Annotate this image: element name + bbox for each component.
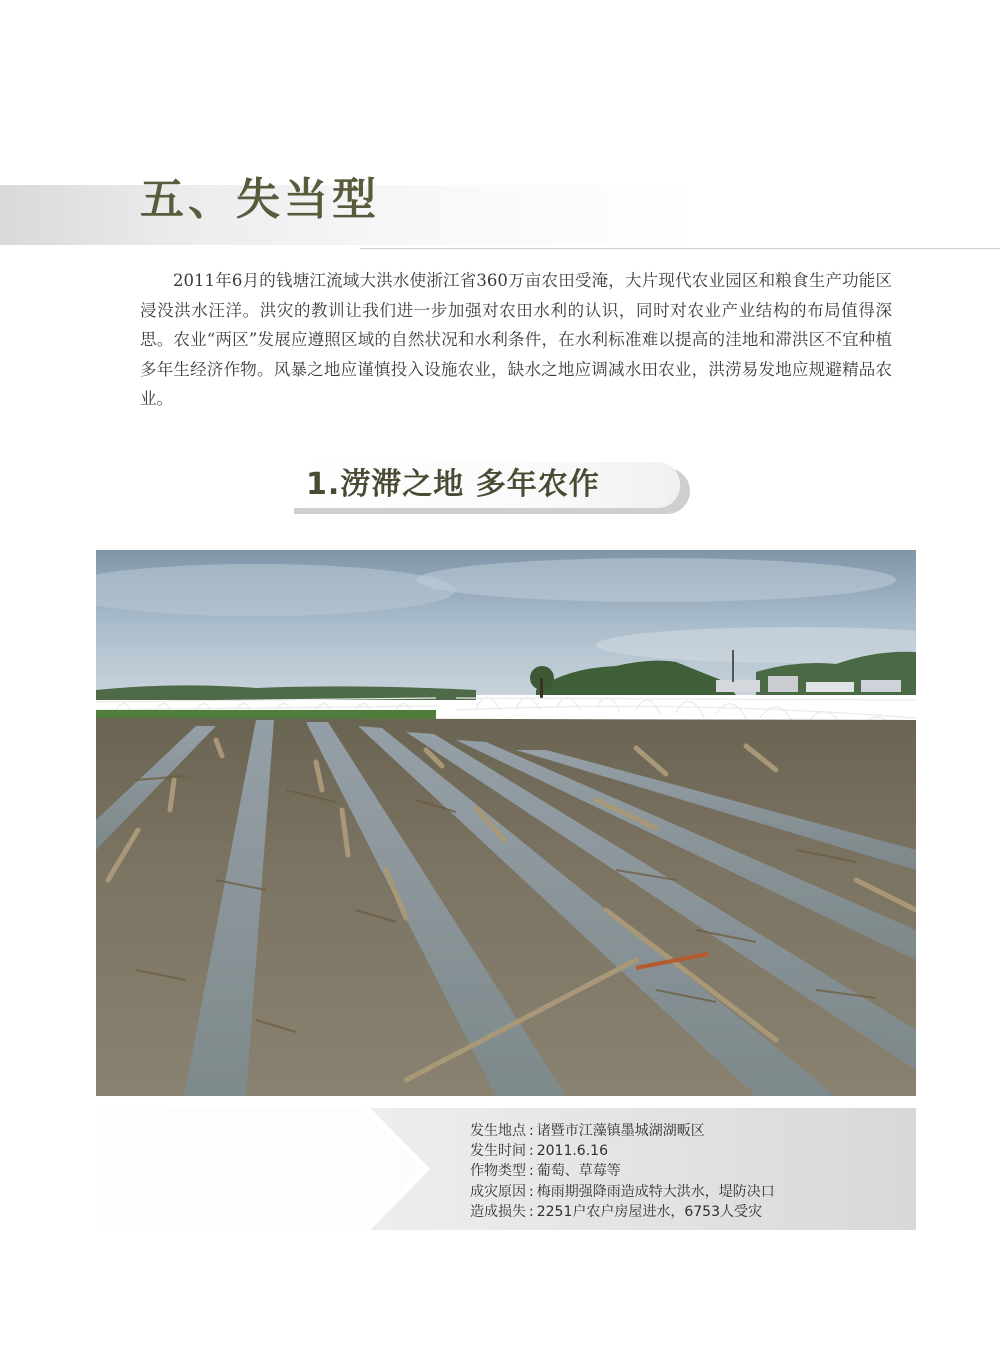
case-row-label: 发生时间 [470,1143,526,1160]
case-row-value: 2011.6.16 [536,1143,608,1160]
case-row-value: 梅雨期强降雨造成特大洪水，堤防决口 [536,1183,775,1200]
case-row-value: 2251户农户房屋进水，6753人受灾 [536,1203,762,1220]
case-row-separator: : [529,1163,534,1180]
case-row-value: 葡萄、草莓等 [536,1163,621,1180]
flood-photo [96,550,916,1096]
intro-paragraph: 2011年6月的钱塘江流域大洪水使浙江省360万亩农田受淹，大片现代农业园区和粮食生产功能区浸没洪水汪洋。洪灾的教训让我们进一步加强对农田水利的认识，同时对农业产业结构的布局值得深思。农业“两区”发展应遵照区域的自然状况和水利条件，在水利标准难以提高的洼地和滞洪区不宜种植多年生经济作物。风暴之地应谨慎投入设施农业，缺水之地应调减水田农业，洪涝易发地应规避精品农业。 [140,271,892,409]
case-row-crop [470,1161,910,1181]
case-row-separator: : [529,1143,534,1160]
case-row-separator: : [529,1203,534,1220]
case-row-separator: : [529,1183,534,1200]
case-row-label: 发生地点 [470,1123,526,1139]
case-row-label: 作物类型 [470,1163,526,1180]
case-info-list [470,1121,910,1222]
case-row-location [470,1121,910,1141]
case-row-separator: : [529,1123,534,1139]
case-row-cause [470,1182,910,1202]
subsection-banner [288,460,690,516]
case-row-date [470,1141,910,1161]
case-info-arrow [96,1108,456,1230]
case-row-value: 诸暨市江藻镇墨城湖湖畈区 [536,1123,705,1139]
case-row-label: 造成损失 [470,1203,526,1220]
section-header-rule [360,248,1000,249]
case-row-loss [470,1202,910,1222]
subsection-title: 1.涝滞之地 多年农作 [306,467,600,502]
case-row-label: 成灾原因 [470,1183,526,1200]
section-title: 五、失当型 [140,174,380,225]
